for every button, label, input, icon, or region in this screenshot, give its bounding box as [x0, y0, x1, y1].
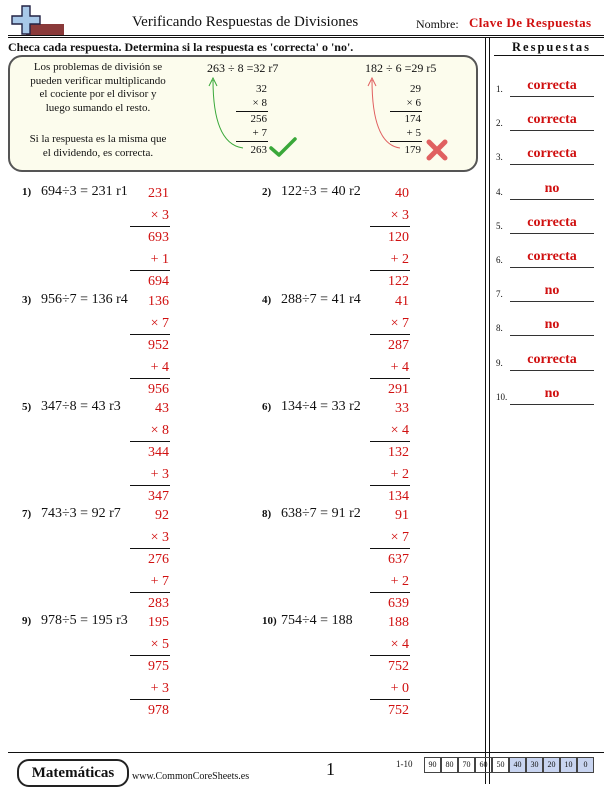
problem-2 — [262, 184, 482, 289]
score-cell: 20 — [543, 757, 560, 773]
answer-line — [510, 199, 594, 200]
answer-number: 7. — [496, 289, 503, 300]
work-product: 637 — [388, 552, 409, 567]
work-total-rule — [130, 485, 170, 486]
work-multiplier: × 7 — [150, 316, 169, 331]
example-2-remainder: + 5 — [406, 127, 421, 139]
example-1-total: 263 — [250, 144, 267, 156]
example-2-product: 174 — [404, 113, 421, 125]
work-total-rule — [370, 270, 410, 271]
work-product: 276 — [148, 552, 169, 567]
explanation-line: pueden verificar multiplicando — [30, 74, 166, 87]
cross-icon — [425, 139, 449, 161]
answer-value: correcta — [527, 214, 577, 230]
answer-number: 4. — [496, 186, 503, 197]
answer-line — [510, 233, 594, 234]
answer-value: correcta — [527, 351, 577, 367]
answer-line — [510, 301, 594, 302]
answer-value: no — [544, 180, 560, 196]
work-total-rule — [130, 270, 170, 271]
work-multiplier: × 7 — [390, 530, 409, 545]
problem-number: 2) — [262, 186, 272, 198]
work-product-rule — [370, 655, 410, 656]
problem-equation: 122÷3 = 40 r2 — [281, 184, 361, 199]
answer-value: correcta — [527, 249, 577, 264]
example-1-equation: 263 ÷ 8 =32 r7 — [207, 61, 279, 75]
problem-number: 7) — [22, 508, 32, 520]
score-cell: 60 — [475, 757, 492, 773]
work-remainder: + 7 — [150, 574, 169, 589]
example-1-arrow — [205, 74, 247, 154]
work-multiplier: × 3 — [390, 208, 409, 223]
work-quotient: 43 — [155, 401, 169, 416]
problem-9 — [22, 613, 242, 718]
example-1-product: 256 — [250, 113, 267, 125]
problem-4 — [262, 292, 482, 397]
work-remainder: + 3 — [150, 681, 169, 696]
problem-equation: 754÷4 = 188 — [281, 613, 353, 628]
instructions: Checa cada respuesta. Determina si la respuesta es 'correcta' o 'no'. — [8, 40, 354, 54]
score-cell: 70 — [458, 757, 475, 773]
work-total-rule — [370, 592, 410, 593]
example-2-arrow — [364, 74, 406, 154]
problem-equation: 956÷7 = 136 r4 — [41, 292, 128, 307]
problem-10 — [262, 613, 482, 718]
page-title: Verificando Respuestas de Divisiones — [132, 14, 359, 30]
answers-heading-rule — [494, 55, 604, 56]
header-rule-2 — [8, 37, 604, 38]
work-remainder: + 4 — [390, 360, 409, 375]
work-total-rule — [370, 485, 410, 486]
example-1-quotient: 32 — [256, 83, 267, 95]
work-total: 639 — [388, 596, 409, 611]
footer-rule — [8, 752, 604, 753]
problem-number: 5) — [22, 401, 32, 413]
problem-equation: 638÷7 = 91 r2 — [281, 506, 361, 521]
score-scale-label: 1-10 — [396, 759, 413, 769]
work-product-rule — [370, 548, 410, 549]
work-quotient: 91 — [395, 508, 409, 523]
work-product: 693 — [148, 230, 169, 245]
work-remainder: + 1 — [150, 252, 169, 267]
answer-number: 9. — [496, 357, 503, 368]
answer-number: 1. — [496, 84, 503, 94]
answer-line — [510, 130, 594, 131]
work-total: 283 — [148, 596, 169, 611]
work-product-rule — [370, 334, 410, 335]
answer-line — [510, 335, 594, 336]
example-2-equation: 182 ÷ 6 =29 r5 — [365, 61, 437, 75]
work-remainder: + 3 — [150, 467, 169, 482]
explanation-line: Los problemas de división se — [33, 61, 163, 73]
work-total-rule — [130, 699, 170, 700]
plus-logo-icon — [8, 4, 68, 38]
work-quotient: 40 — [395, 186, 409, 201]
problem-number: 9) — [22, 615, 32, 627]
work-remainder: + 2 — [390, 574, 409, 589]
work-product: 132 — [388, 445, 409, 460]
work-quotient: 136 — [148, 294, 169, 309]
answers-heading: Respuestas — [512, 40, 592, 54]
problem-equation: 288÷7 = 41 r4 — [281, 292, 361, 307]
work-remainder: + 2 — [390, 467, 409, 482]
score-cell: 0 — [577, 757, 594, 773]
problem-1 — [22, 184, 242, 289]
work-total: 694 — [148, 274, 169, 289]
answer-number: 3. — [496, 152, 503, 163]
score-cell: 80 — [441, 757, 458, 773]
problem-number: 6) — [262, 401, 272, 413]
answer-value: no — [544, 385, 560, 401]
problem-3 — [22, 292, 242, 397]
answer-value: correcta — [527, 112, 577, 128]
work-remainder: + 4 — [150, 360, 169, 375]
answer-line — [510, 267, 594, 268]
work-multiplier: × 4 — [390, 637, 409, 652]
work-total: 291 — [388, 382, 409, 397]
work-quotient: 92 — [155, 508, 169, 523]
work-product: 975 — [148, 659, 169, 674]
problem-equation: 694÷3 = 231 r1 — [41, 184, 128, 199]
explanation-text-2 — [18, 133, 178, 160]
work-product-rule — [130, 655, 170, 656]
answer-line — [510, 164, 594, 165]
work-total-rule — [370, 378, 410, 379]
answer-value: no — [544, 283, 560, 299]
work-total: 956 — [148, 382, 169, 397]
score-cell: 90 — [424, 757, 441, 773]
page-number: 1 — [326, 759, 335, 779]
work-product-rule — [130, 548, 170, 549]
example-2-quotient: 29 — [410, 83, 421, 95]
score-cell: 40 — [509, 757, 526, 773]
score-cell: 10 — [560, 757, 577, 773]
work-product-rule — [370, 441, 410, 442]
column-divider-2 — [489, 38, 490, 784]
work-multiplier: × 4 — [390, 423, 409, 438]
problem-6 — [262, 399, 482, 504]
answer-line — [510, 96, 594, 97]
problem-8 — [262, 506, 482, 611]
example-2-multiplier: × 6 — [406, 97, 421, 109]
work-total: 134 — [388, 489, 409, 504]
problem-number: 8) — [262, 508, 272, 520]
work-quotient: 41 — [395, 294, 409, 309]
problem-equation: 347÷8 = 43 r3 — [41, 399, 121, 414]
answer-value: correcta — [527, 78, 577, 93]
problem-equation: 978÷5 = 195 r3 — [41, 613, 128, 628]
work-total-rule — [370, 699, 410, 700]
work-product: 952 — [148, 338, 169, 353]
problem-number: 1) — [22, 186, 32, 198]
answer-value: no — [544, 317, 560, 333]
problem-equation: 134÷4 = 33 r2 — [281, 399, 361, 414]
work-product-rule — [130, 441, 170, 442]
answer-line — [510, 404, 594, 405]
score-cell: 30 — [526, 757, 543, 773]
work-total: 347 — [148, 489, 169, 504]
answer-number: 10. — [496, 391, 508, 402]
answer-number: 8. — [496, 323, 503, 334]
work-multiplier: × 3 — [150, 530, 169, 545]
problem-7 — [22, 506, 242, 611]
work-multiplier: × 7 — [390, 316, 409, 331]
column-divider — [485, 38, 486, 784]
work-product: 287 — [388, 338, 409, 353]
explanation-line: el dividendo, es correcta. — [42, 146, 154, 159]
subject-badge: Matemáticas — [17, 759, 129, 787]
work-product-rule — [370, 226, 410, 227]
answer-value: correcta — [527, 146, 577, 162]
answer-line — [510, 370, 594, 371]
header-rule — [8, 35, 604, 36]
work-remainder: + 2 — [390, 252, 409, 267]
work-product: 752 — [388, 659, 409, 674]
work-total: 122 — [388, 274, 409, 289]
check-icon — [269, 136, 297, 158]
explanation-line: el cociente por el divisor y — [39, 88, 157, 100]
work-multiplier: × 5 — [150, 637, 169, 652]
problem-number: 10) — [262, 615, 277, 627]
name-value: Clave De Respuestas — [469, 15, 592, 30]
explanation-line: Si la respuesta es la misma que — [29, 133, 167, 145]
work-multiplier: × 3 — [150, 208, 169, 223]
example-1-multiplier: × 8 — [252, 97, 267, 109]
work-total-rule — [130, 378, 170, 379]
site-url: www.CommonCoreSheets.es — [132, 771, 250, 782]
problem-number: 3) — [22, 294, 32, 306]
work-product-rule — [130, 334, 170, 335]
work-total: 752 — [388, 703, 409, 718]
example-1-remainder: + 7 — [252, 127, 267, 139]
work-product-rule — [130, 226, 170, 227]
explanation-line: luego sumando el resto. — [45, 101, 151, 114]
answer-number: 5. — [496, 220, 503, 231]
work-product: 120 — [388, 230, 409, 245]
work-remainder: + 0 — [390, 681, 409, 696]
problem-equation: 743÷3 = 92 r7 — [41, 506, 121, 521]
answer-number: 2. — [496, 118, 503, 129]
work-quotient: 231 — [148, 186, 169, 201]
work-quotient: 33 — [395, 401, 409, 416]
example-2-total: 179 — [404, 144, 421, 156]
work-total: 978 — [148, 703, 169, 718]
explanation-text-1 — [18, 61, 178, 115]
problem-number: 4) — [262, 294, 272, 306]
work-total-rule — [130, 592, 170, 593]
score-cell: 50 — [492, 757, 509, 773]
answer-number: 6. — [496, 255, 503, 265]
problem-5 — [22, 399, 242, 504]
work-quotient: 188 — [388, 615, 409, 630]
work-multiplier: × 8 — [150, 423, 169, 438]
work-product: 344 — [148, 445, 169, 460]
name-label: Nombre: — [416, 17, 459, 31]
work-quotient: 195 — [148, 615, 169, 630]
